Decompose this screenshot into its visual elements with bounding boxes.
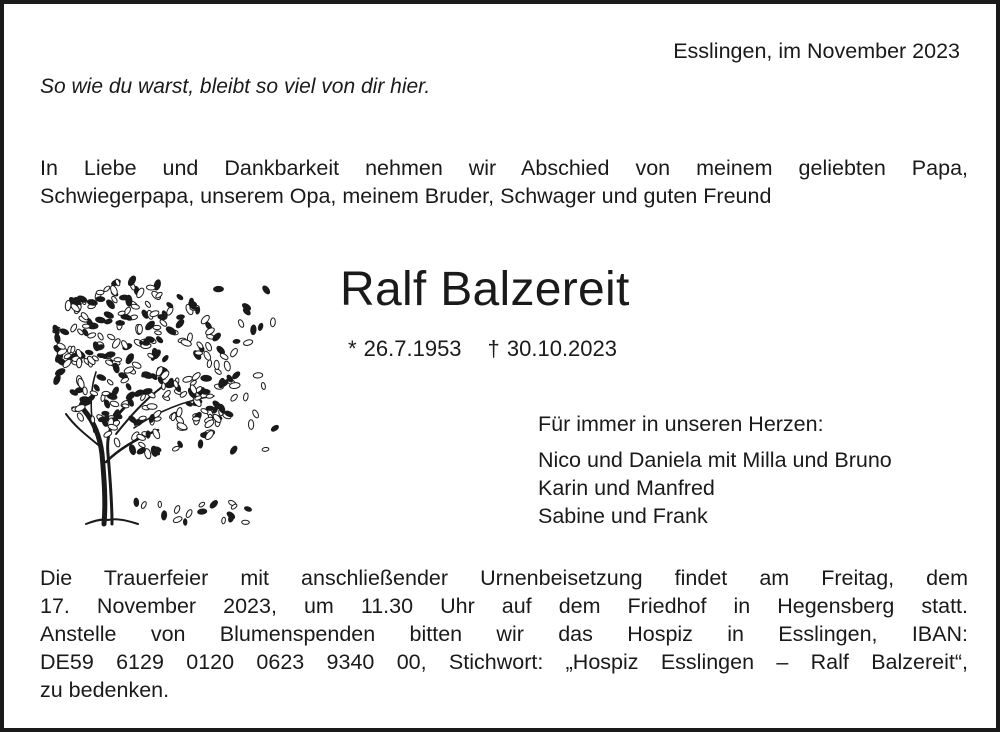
funeral-line: 17. November 2023, um 11.30 Uhr auf dem Friedhof in Hegensberg statt.	[40, 594, 968, 618]
funeral-line: zu bedenken.	[40, 678, 170, 702]
funeral-line: DE59 6129 0120 0623 9340 00, Stichwort: „Hospiz Esslingen – Ralf Balzereit“,	[40, 650, 968, 674]
intro-line: Schwiegerpapa, unserem Opa, meinem Bruder, Schwager und guten Freund	[40, 184, 772, 208]
intro-text	[40, 154, 968, 210]
intro-line: In Liebe und Dankbarkeit nehmen wir Abschied von meinem geliebten Papa,	[40, 156, 968, 180]
mourners-heading: Für immer in unseren Herzen:	[538, 412, 824, 436]
death-date: † 30.10.2023	[487, 336, 618, 361]
place-date: Esslingen, im November 2023	[673, 39, 960, 63]
funeral-line: Anstelle von Blumenspenden bitten wir das Hospiz in Esslingen, IBAN:	[40, 622, 968, 646]
mourner-line: Nico und Daniela mit Milla und Bruno	[538, 448, 892, 472]
deceased-name: Ralf Balzereit	[340, 263, 630, 316]
birth-date: * 26.7.1953	[348, 336, 462, 361]
funeral-text	[40, 564, 968, 704]
motto: So wie du warst, bleibt so viel von dir hier.	[40, 75, 431, 98]
mourner-line: Sabine und Frank	[538, 504, 708, 528]
life-dates	[348, 335, 617, 363]
tree-windblown-leaves-icon	[46, 262, 286, 532]
funeral-line: Die Trauerfeier mit anschließender Urnenbeisetzung findet am Freitag, dem	[40, 566, 968, 590]
mourner-line: Karin und Manfred	[538, 476, 715, 500]
mourners-block	[538, 410, 892, 530]
